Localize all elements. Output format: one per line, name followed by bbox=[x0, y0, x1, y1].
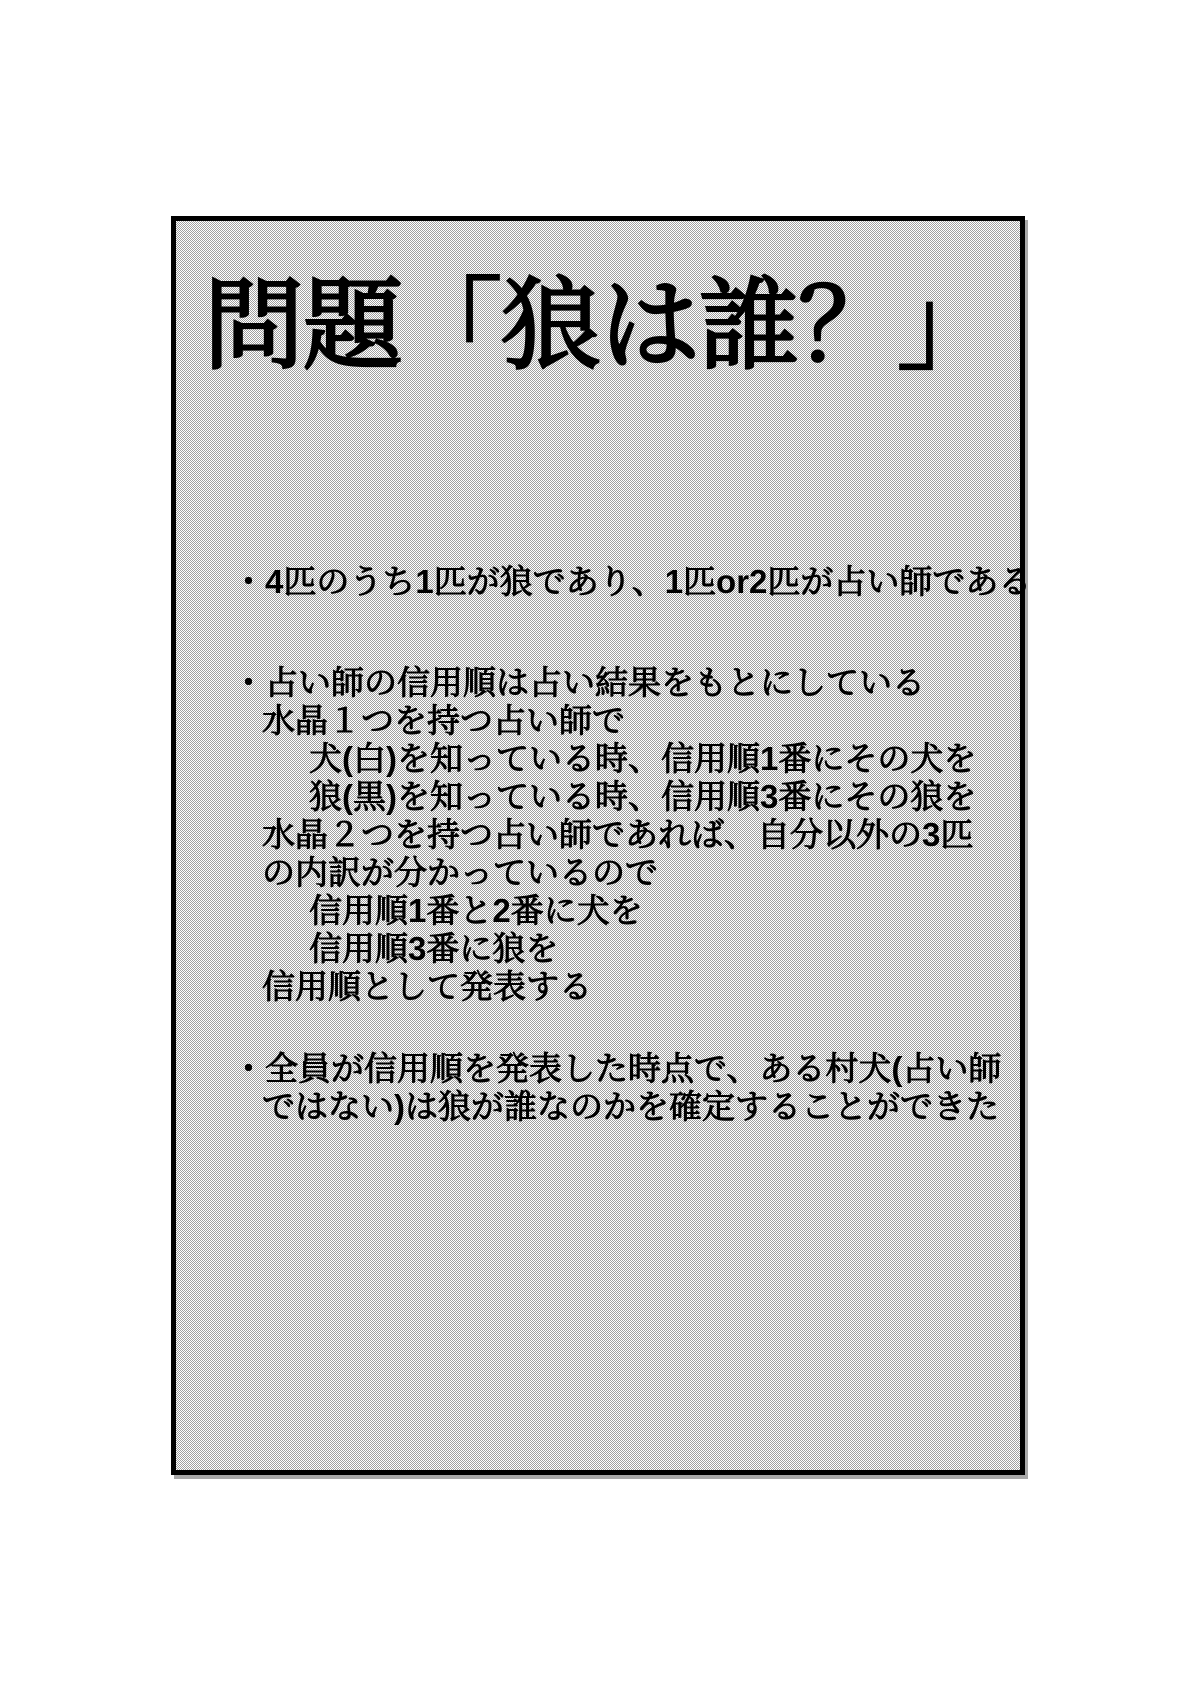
bullet-subline: 信用順として発表する bbox=[262, 968, 592, 1005]
bullet-subline: 水晶２つを持つ占い師であれば、自分以外の3匹 bbox=[262, 816, 974, 853]
problem-panel bbox=[171, 216, 1032, 1475]
bullet-line: ・占い師の信用順は占い結果をもとにしている bbox=[232, 664, 925, 701]
bullet-subline: 信用順3番に狼を bbox=[309, 930, 559, 967]
bullet-subline: 水晶１つを持つ占い師で bbox=[262, 702, 625, 739]
bullet-subline: 犬(白)を知っている時、信用順1番にその犬を bbox=[309, 740, 977, 777]
bullet-section-seer-rules bbox=[232, 664, 1000, 1006]
problem-title: 問題「狼は誰？」 bbox=[204, 271, 996, 382]
bullet-subline: 信用順1番と2番に犬を bbox=[309, 892, 643, 929]
bullet-line: ・全員が信用順を発表した時点で、ある村犬(占い師 bbox=[232, 1050, 1002, 1087]
problem-body bbox=[232, 563, 1032, 1126]
bullet-section-conclusion bbox=[232, 1050, 1000, 1126]
bullet-subline: 狼(黒)を知っている時、信用順3番にその狼を bbox=[309, 778, 977, 815]
bullet-line-continuation: ではない)は狼が誰なのかを確定することができた bbox=[262, 1088, 999, 1125]
bullet-section-setup bbox=[232, 563, 1032, 601]
bullet-line: ・4匹のうち1匹が狼であり、1匹or2匹が占い師である bbox=[232, 563, 1032, 600]
bullet-subline: の内訳が分かっているので bbox=[262, 854, 658, 891]
